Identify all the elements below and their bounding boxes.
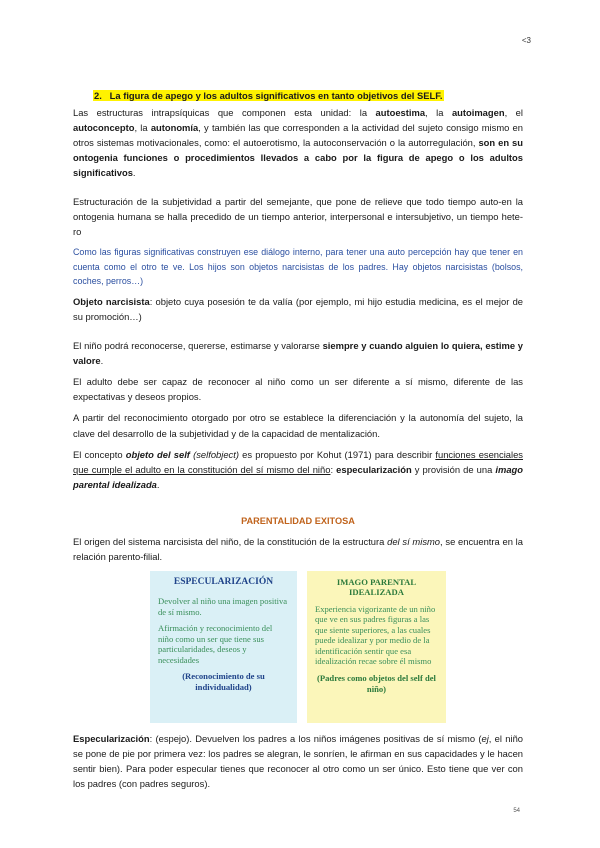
section-heading bbox=[93, 88, 523, 103]
paragraph-kohut: El concepto objeto del self (selfobject) es propuesto por Kohut (1971) para describir funciones esenciales que cumple el adulto en la constitución del sí mismo del niño: especularización y provisión de una imago parental idealizada. bbox=[73, 448, 523, 490]
box-imago-parental bbox=[307, 571, 446, 723]
page-number: 54 bbox=[513, 808, 520, 814]
paragraph-adulto: El adulto debe ser capaz de reconocer al niño como un ser diferente a sí mismo, diferente de las expectativas y deseos propios. bbox=[73, 376, 523, 403]
concept-boxes bbox=[150, 571, 446, 723]
term-del-si-mismo: del sí mismo bbox=[387, 536, 441, 548]
box-imago-title: IMAGO PARENTAL IDEALIZADA bbox=[336, 576, 417, 598]
term-autonomia: autonomía bbox=[150, 122, 199, 134]
box-especularizacion-line1: Devolver al niño una imagen positiva de sí mismo. bbox=[158, 596, 288, 617]
emphasis-siempre: siempre y cuando alguien lo quiera, estime y valore bbox=[73, 340, 524, 367]
term-autoconcepto: autoconcepto bbox=[73, 122, 135, 134]
paragraph-especularizacion: Especularización: (espejo). Devuelven los padres a los niños imágenes positivas de sí mismo (ej, el niño se pone de pie por primera vez: los padres se alegran, le sonríen, le afirman en sus capacidades y le hacen sentir bien). Para poder especular tienes que reconocer al otro como un ser único. Esto tiene que ver con los padres (con padres seguros). bbox=[73, 732, 523, 789]
term-selfobject: (selfobject) bbox=[193, 448, 239, 460]
emphasis-ontogenia: son en su ontogenia funciones o procedimientos llevados a cabo por la figura de apego o los adultos significativos bbox=[73, 137, 523, 179]
paragraph-objeto-narcisista: Objeto narcisista: objeto cuya posesión te da valía (por ejemplo, mi hijo estudia medicina, es el mejor de su promoción…) bbox=[73, 296, 523, 323]
term-autoimagen: autoimagen bbox=[451, 107, 505, 119]
box-especularizacion bbox=[150, 571, 297, 723]
box-imago-line1: Experiencia vigorizante de un niño que ve en sus padres figuras a las que siente superiores, a las cuales puede idealizar y por medio de la identificación sentir que esa idealización recae sobre él mismo bbox=[314, 603, 436, 667]
page-content bbox=[73, 88, 523, 797]
box-especularizacion-line2: Afirmación y reconocimiento del niño como un ser que tiene sus particularidades, deseos y necesidades bbox=[158, 623, 273, 665]
term-autoestima: autoestima bbox=[375, 107, 426, 119]
term-objeto-narcisista: Objeto narcisista bbox=[73, 296, 150, 308]
heading-highlight bbox=[93, 90, 444, 101]
paragraph-origen: El origen del sistema narcisista del niño, de la constitución de la estructura del sí mismo, se encuentra en la relación parento-filial. bbox=[73, 536, 523, 563]
box-especularizacion-title: ESPECULARIZACIÓN bbox=[173, 576, 274, 587]
parentalidad-title: PARENTALIDAD EXITOSA bbox=[241, 515, 355, 526]
heading-text: La figura de apego y los adultos significativos en tanto objetivos del SELF. bbox=[109, 90, 443, 101]
term-especularizacion: especularización bbox=[336, 463, 412, 475]
term-objeto-del-self: objeto del self bbox=[125, 448, 190, 460]
term-especularizacion-def: Especularización bbox=[73, 732, 150, 744]
paragraph-reconocimiento: A partir del reconocimiento otorgado por otro se establece la diferenciación y la autonomía del sujeto, la clave del desarrollo de la subjetividad y de la capacidad de mentalización. bbox=[73, 412, 523, 439]
paragraph-estructuracion: Estructuración de la subjetividad a partir del semejante, que pone de relieve que todo tiempo auto-en la ontogenia humana se halla precedido de un tiempo anterior, interpersonal e intersubjetivo, un tiempo hete-ro bbox=[73, 196, 523, 238]
paragraph-structures: Las estructuras intrapsíquicas que componen esta unidad: la autoestima, la autoimagen, el autoconcepto, la autonomía, y también las que corresponden a la actividad del sujeto consigo mismo en otros sistemas motivacionales, como: el autoerotismo, la autoconservación o la autorregulación, son en su ontogenia funciones o procedimientos llevados a cabo por la figura de apego o los adultos significativos. bbox=[73, 107, 523, 179]
term-imago: imago parental idealizada bbox=[73, 463, 523, 490]
box-especularizacion-foot: (Reconocimiento de su individualidad) bbox=[182, 671, 265, 693]
paragraph-reconocerse: El niño podrá reconocerse, quererse, estimarse y valorarse siempre y cuando alguien lo quiera, estime y valore. bbox=[73, 340, 524, 367]
paragraph-note-blue: Como las figuras significativas construyen ese diálogo interno, para tener una auto percepción hay que tener en cuenta como el otro te ve. Los hijos son objetos narcisistas de los padres. Hay objetos narcisistas (bolsos, coches, perros…) bbox=[73, 247, 523, 286]
underlined-funciones: funciones esenciales que cumple el adulto en la constitución del sí mismo del niño bbox=[73, 448, 523, 475]
heading-number: 2. bbox=[94, 90, 102, 101]
corner-mark: <3 bbox=[521, 36, 531, 45]
box-imago-foot: (Padres como objetos del self del niño) bbox=[317, 672, 436, 694]
